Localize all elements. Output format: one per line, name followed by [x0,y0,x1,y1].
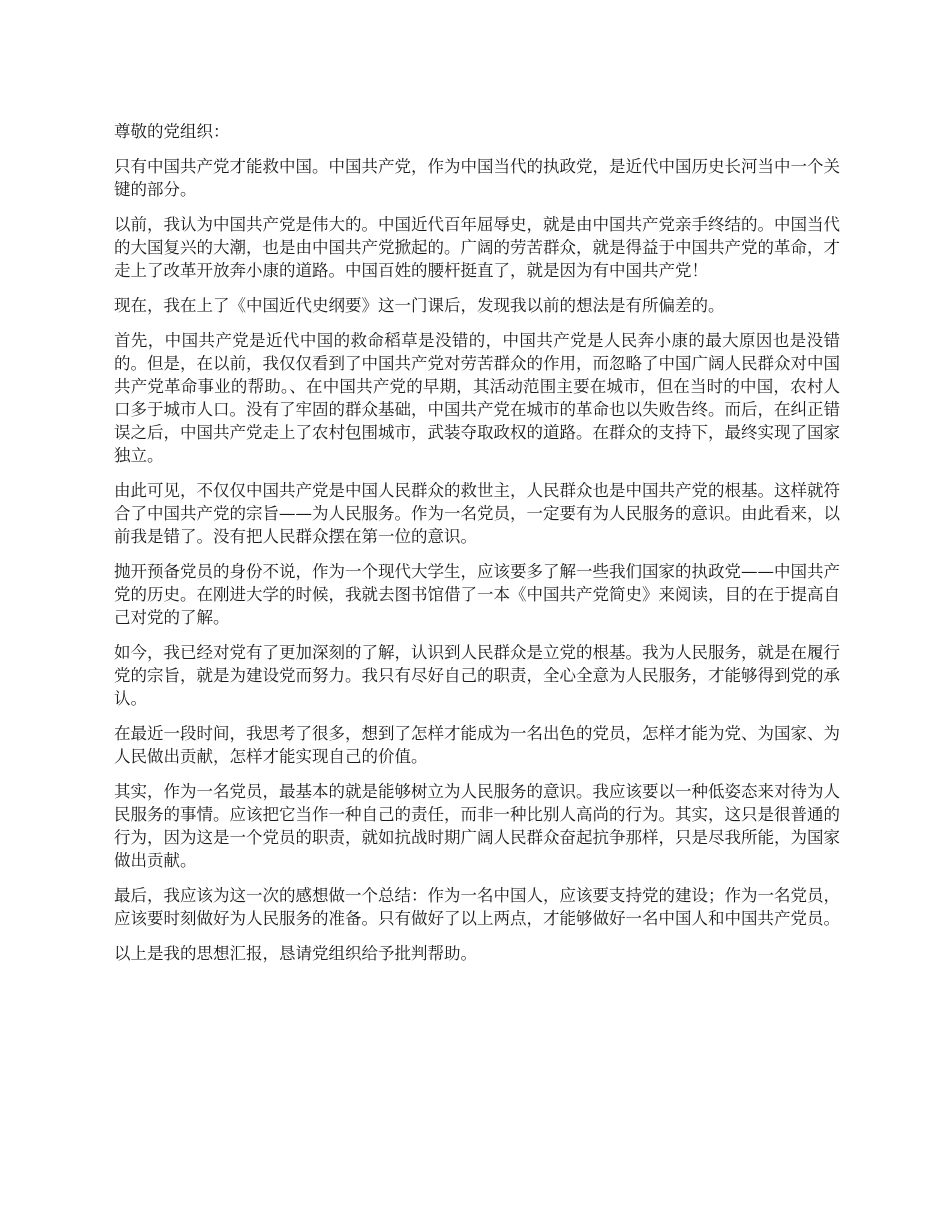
paragraph-3: 现在，我在上了《中国近代史纲要》这一门课后，发现我以前的想法是有所偏差的。 [114,296,725,315]
paragraph-5: 由此可见，不仅仅中国共产党是中国人民群众的救世主，人民群众也是中国共产党的根基。这样就符合了中国共产党的宗旨——为人民服务。作为一名党员，一定要有为人民服务的意识。由此看来，以前我是错了。没有把人民群众摆在第一位的意识。 [114,481,840,546]
salutation: 尊敬的党组织： [114,122,230,141]
paragraph-2: 以前，我认为中国共产党是伟大的。中国近代百年屈辱史，就是由中国共产党亲手终结的。中国当代的大国复兴的大潮，也是由中国共产党掀起的。广阔的劳苦群众，就是得益于中国共产党的革命，才走上了改革开放奔小康的道路。中国百姓的腰杆挺直了，就是因为有中国共产党！ [114,215,840,280]
paragraph-6: 抛开预备党员的身份不说，作为一个现代大学生，应该要多了解一些我们国家的执政党——中国共产党的历史。在刚进大学的时候，我就去图书馆借了一本《中国共产党简史》来阅读，目的在于提高自己对党的了解。 [114,562,840,627]
paragraph-7: 如今，我已经对党有了更加深刻的了解，认识到人民群众是立党的根基。我为人民服务，就是在履行党的宗旨，就是为建设党而努力。我只有尽好自己的职责，全心全意为人民服务，才能够得到党的承认。 [114,643,840,708]
paragraph-10: 最后，我应该为这一次的感想做一个总结：作为一名中国人，应该要支持党的建设；作为一名党员，应该要时刻做好为人民服务的准备。只有做好了以上两点，才能够做好一名中国人和中国共产党员。 [114,886,840,928]
paragraph-1: 只有中国共产党才能救中国。中国共产党，作为中国当代的执政党，是近代中国历史长河当中一个关键的部分。 [114,157,840,199]
paragraph-4: 首先，中国共产党是近代中国的救命稻草是没错的，中国共产党是人民奔小康的最大原因也是没错的。但是，在以前，我仅仅看到了中国共产党对劳苦群众的作用，而忽略了中国广阔人民群众对中国共产党革命事业的帮助。、在中国共产党的早期，其活动范围主要在城市，但在当时的中国，农村人口多于城市人口。没有了牢固的群众基础，中国共产党在城市的革命也以失败告终。而后，在纠正错误之后，中国共产党走上了农村包围城市，武装夺取政权的道路。在群众的支持下，最终实现了国家独立。 [114,331,840,465]
document-body [114,120,840,977]
paragraph-8: 在最近一段时间，我思考了很多，想到了怎样才能成为一名出色的党员，怎样才能为党、为国家、为人民做出贡献，怎样才能实现自己的价值。 [114,724,840,766]
paragraph-9: 其实，作为一名党员，最基本的就是能够树立为人民服务的意识。我应该要以一种低姿态来对待为人民服务的事情。应该把它当作一种自己的责任，而非一种比别人高尚的行为。其实，这只是很普通的行为，因为这是一个党员的职责，就如抗战时期广阔人民群众奋起抗争那样，只是尽我所能，为国家做出贡献。 [114,782,840,870]
closing-line: 以上是我的思想汇报，恳请党组织给予批判帮助。 [114,944,477,963]
